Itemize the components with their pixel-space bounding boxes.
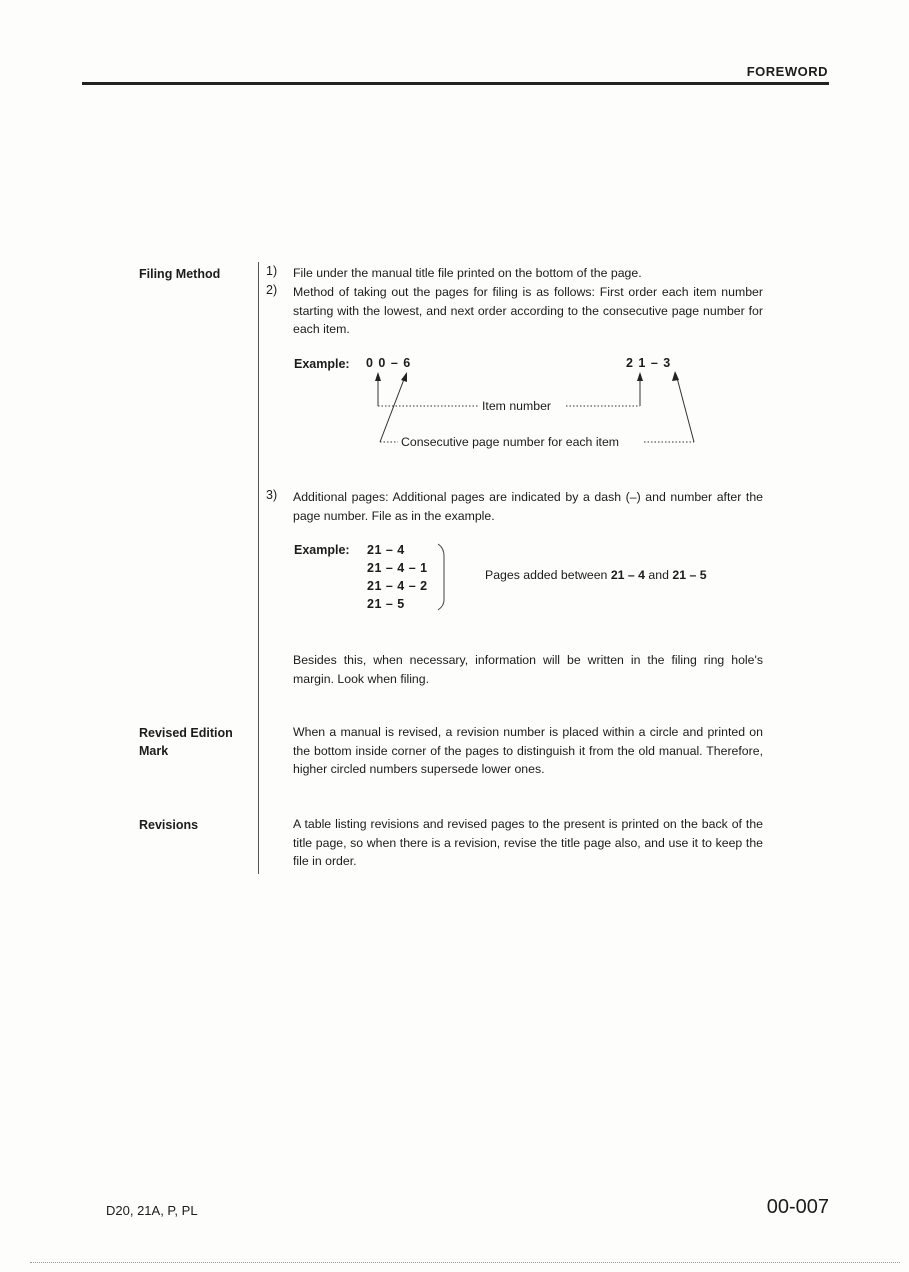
page-header-title: FOREWORD [746, 64, 828, 79]
item-2-number: 2) [266, 283, 278, 297]
example-2-value-3: 21 – 4 – 2 [367, 579, 428, 593]
example-2-note-a: 21 – 4 [610, 568, 646, 582]
example-2-value-2: 21 – 4 – 1 [367, 561, 428, 575]
revised-edition-text: When a manual is revised, a revision number is placed within a circle and printed on the bottom inside corner of the pages to distinguish it from the old manual. Therefore, higher circled numbers supersede lower ones. [293, 725, 763, 776]
bottom-rule [30, 1262, 900, 1263]
footer-model: D20, 21A, P, PL [106, 1203, 198, 1218]
example-2-note-b: 21 – 5 [672, 568, 707, 582]
example-1-item-number-label: Item number [482, 399, 552, 413]
footer-page-number: 00-007 [766, 1196, 829, 1218]
example-2-value-4: 21 – 5 [367, 597, 405, 611]
revisions-text: A table listing revisions and revised pages to the present is printed on the back of the title page, so when there is a revision, revise the title page also, and use it to keep the file in order. [293, 817, 763, 868]
example-1-label: Example: [294, 357, 350, 371]
example-2-label: Example: [294, 543, 350, 557]
example-2-note-prefix: Pages added between [485, 568, 611, 582]
item-1-number: 1) [266, 264, 278, 278]
example-1-consecutive-label: Consecutive page number for each item [401, 435, 620, 449]
item-3-number: 3) [266, 488, 278, 502]
example-1-left-value: 0 0 – 6 [366, 356, 412, 370]
revised-edition-label-line2: Mark [139, 744, 169, 758]
item-1-text: File under the manual title file printed on the bottom of the page. [293, 266, 642, 280]
example-2-value-1: 21 – 4 [367, 543, 405, 557]
besides-text: Besides this, when necessary, information will be written in the filing ring hole's margin. Look when filing. [293, 653, 763, 686]
example-2-note [485, 568, 707, 582]
example-1-right-value: 2 1 – 3 [626, 356, 672, 370]
example-2-note-mid: and [645, 568, 673, 582]
item-2-text: Method of taking out the pages for filing is as follows: First order each item number starting with the lowest, and next order according to the consecutive page number for each item. [293, 285, 763, 336]
item-3-text: Additional pages: Additional pages are indicated by a dash (–) and number after the page number. File as in the example. [293, 490, 763, 523]
revised-edition-label-line1: Revised Edition [139, 726, 233, 740]
revisions-label: Revisions [139, 818, 199, 832]
filing-method-label: Filing Method [139, 267, 221, 281]
